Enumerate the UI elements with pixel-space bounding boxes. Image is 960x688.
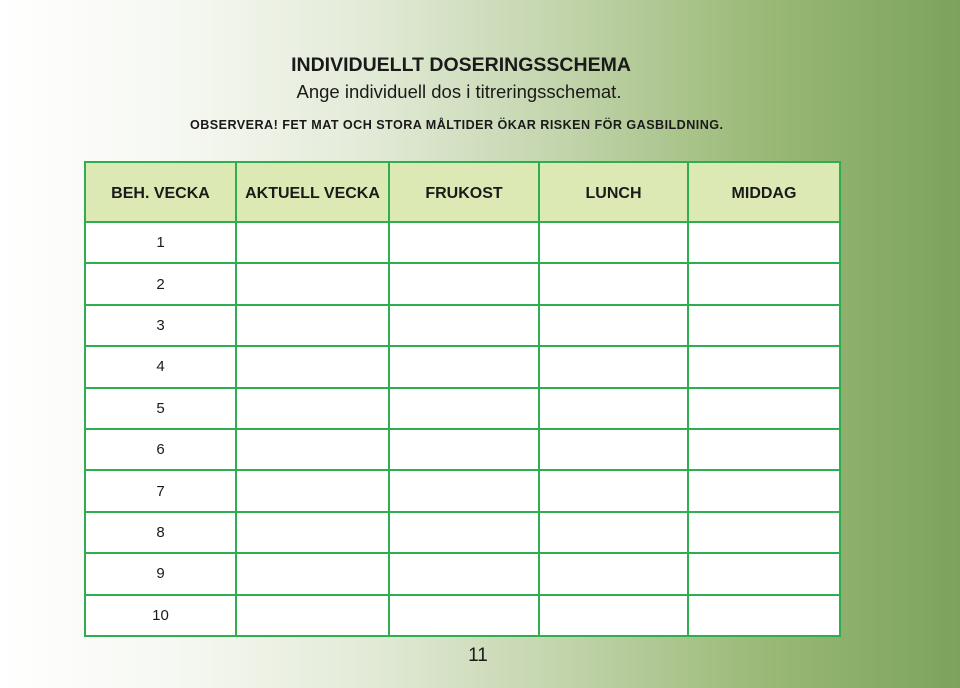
week-number-cell: 1: [85, 222, 236, 263]
week-number-cell: 5: [85, 388, 236, 429]
lunch-dose-cell[interactable]: [539, 222, 688, 263]
page-subtitle: Ange individuell dos i titreringsschemat.: [296, 81, 622, 102]
dinner-dose-cell[interactable]: [688, 512, 840, 553]
lunch-dose-cell[interactable]: [539, 305, 688, 346]
current-week-cell[interactable]: [236, 346, 389, 387]
current-week-cell[interactable]: [236, 512, 389, 553]
current-week-cell[interactable]: [236, 263, 389, 304]
dinner-dose-cell[interactable]: [688, 470, 840, 511]
dinner-dose-cell[interactable]: [688, 429, 840, 470]
week-number-cell: 7: [85, 470, 236, 511]
table-header-row: [85, 162, 840, 222]
table-row: [85, 346, 840, 387]
current-week-cell[interactable]: [236, 595, 389, 636]
column-header-dinner: MIDDAG: [688, 162, 840, 222]
dosing-schedule-table: [84, 161, 841, 637]
table-row: [85, 429, 840, 470]
table-row: [85, 222, 840, 263]
current-week-cell[interactable]: [236, 388, 389, 429]
table-row: [85, 470, 840, 511]
page-number: 11: [468, 645, 488, 666]
lunch-dose-cell[interactable]: [539, 388, 688, 429]
current-week-cell[interactable]: [236, 429, 389, 470]
week-number-cell: 9: [85, 553, 236, 594]
current-week-cell[interactable]: [236, 470, 389, 511]
week-number-cell: 10: [85, 595, 236, 636]
breakfast-dose-cell[interactable]: [389, 388, 539, 429]
breakfast-dose-cell[interactable]: [389, 263, 539, 304]
table-row: [85, 305, 840, 346]
page-title: INDIVIDUELLT DOSERINGSSCHEMA: [291, 54, 631, 76]
breakfast-dose-cell[interactable]: [389, 512, 539, 553]
breakfast-dose-cell[interactable]: [389, 595, 539, 636]
week-number-cell: 3: [85, 305, 236, 346]
lunch-dose-cell[interactable]: [539, 346, 688, 387]
table-row: [85, 388, 840, 429]
week-number-cell: 6: [85, 429, 236, 470]
week-number-cell: 8: [85, 512, 236, 553]
lunch-dose-cell[interactable]: [539, 553, 688, 594]
current-week-cell[interactable]: [236, 553, 389, 594]
table-row: [85, 512, 840, 553]
dinner-dose-cell[interactable]: [688, 263, 840, 304]
breakfast-dose-cell[interactable]: [389, 346, 539, 387]
current-week-cell[interactable]: [236, 222, 389, 263]
warning-note: OBSERVERA! FET MAT OCH STORA MÅLTIDER ÖKAR RISKEN FÖR GASBILDNING.: [190, 118, 724, 132]
dinner-dose-cell[interactable]: [688, 305, 840, 346]
lunch-dose-cell[interactable]: [539, 595, 688, 636]
dinner-dose-cell[interactable]: [688, 553, 840, 594]
table-row: [85, 263, 840, 304]
week-number-cell: 2: [85, 263, 236, 304]
breakfast-dose-cell[interactable]: [389, 305, 539, 346]
column-header-treatment-week: BEH. VECKA: [85, 162, 236, 222]
dinner-dose-cell[interactable]: [688, 388, 840, 429]
column-header-current-week: AKTUELL VECKA: [236, 162, 389, 222]
lunch-dose-cell[interactable]: [539, 429, 688, 470]
breakfast-dose-cell[interactable]: [389, 222, 539, 263]
dinner-dose-cell[interactable]: [688, 222, 840, 263]
lunch-dose-cell[interactable]: [539, 512, 688, 553]
breakfast-dose-cell[interactable]: [389, 470, 539, 511]
column-header-breakfast: FRUKOST: [389, 162, 539, 222]
breakfast-dose-cell[interactable]: [389, 429, 539, 470]
table-row: [85, 595, 840, 636]
breakfast-dose-cell[interactable]: [389, 553, 539, 594]
current-week-cell[interactable]: [236, 305, 389, 346]
column-header-lunch: LUNCH: [539, 162, 688, 222]
lunch-dose-cell[interactable]: [539, 470, 688, 511]
table-row: [85, 553, 840, 594]
dinner-dose-cell[interactable]: [688, 346, 840, 387]
dinner-dose-cell[interactable]: [688, 595, 840, 636]
lunch-dose-cell[interactable]: [539, 263, 688, 304]
week-number-cell: 4: [85, 346, 236, 387]
